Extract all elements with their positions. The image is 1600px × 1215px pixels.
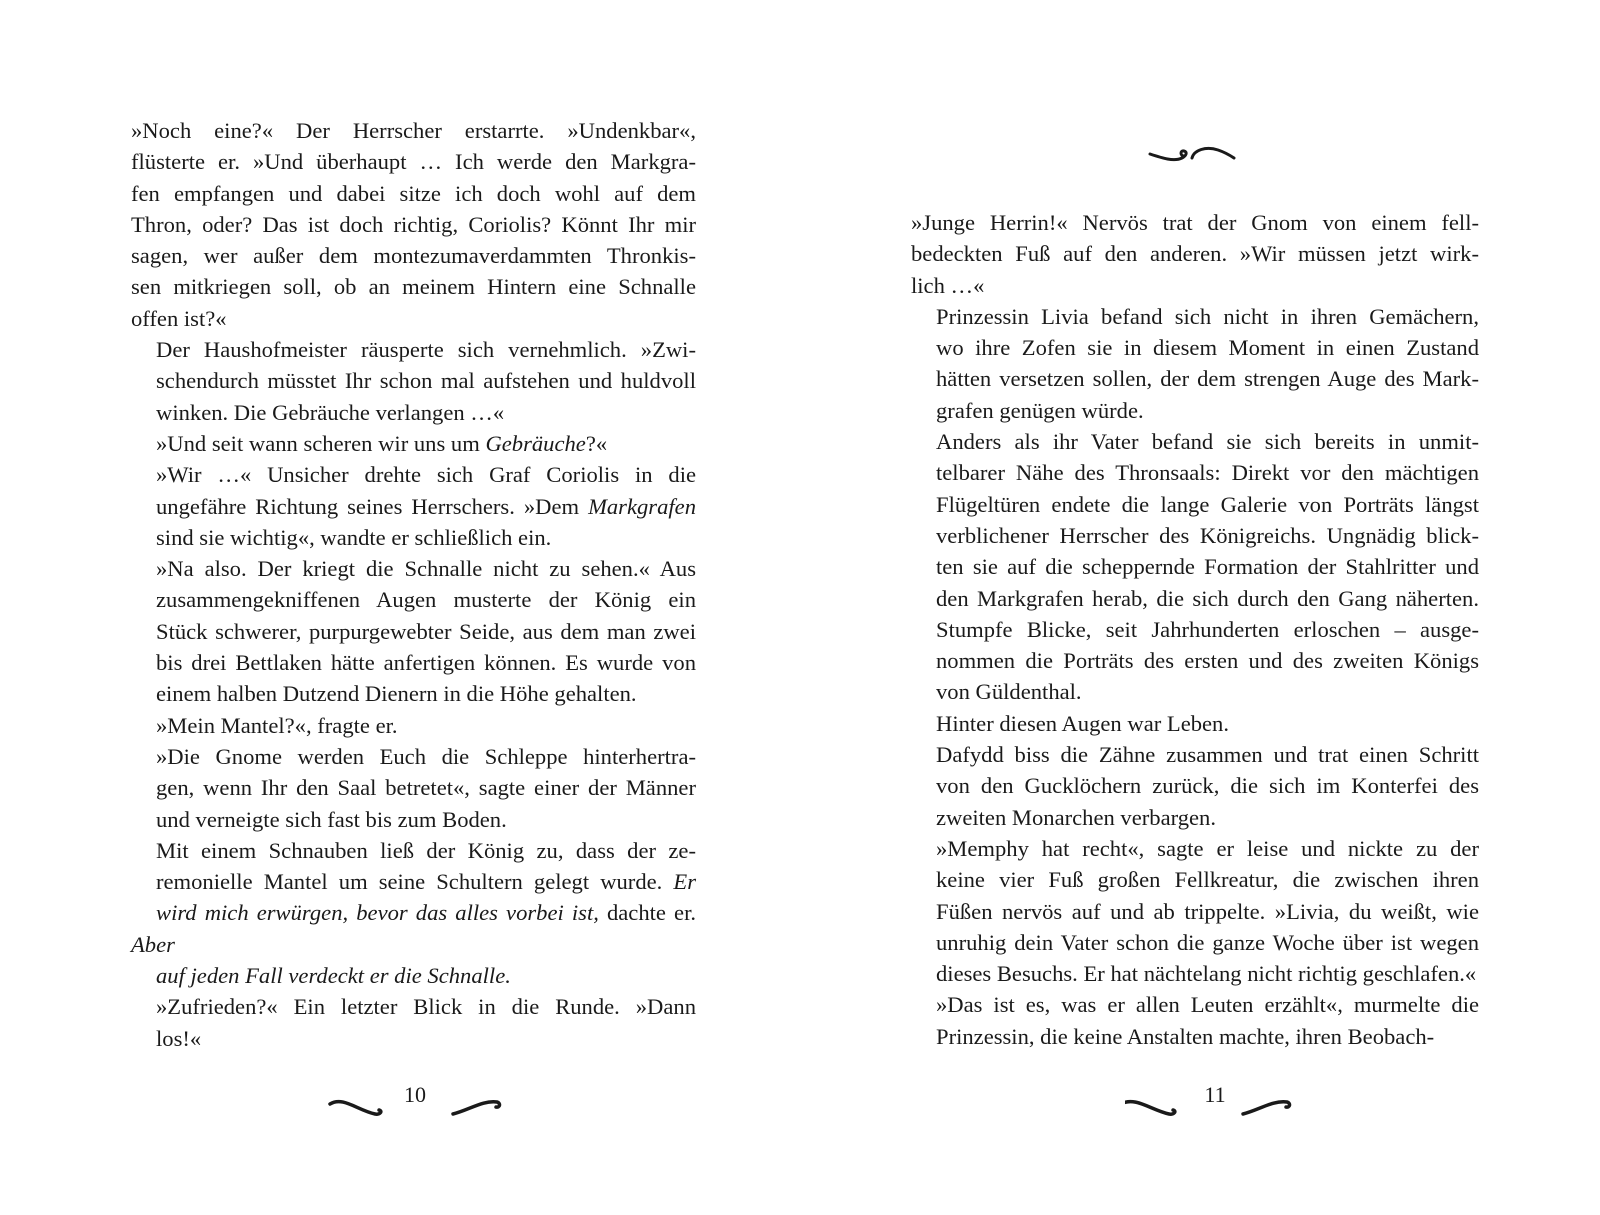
text-line xyxy=(131,271,696,302)
text-line xyxy=(911,958,1479,989)
text-line xyxy=(131,303,696,334)
line-text: unruhig dein Vater schon die ganze Woche über ist wegen xyxy=(936,929,1479,955)
line-text: dachte er. xyxy=(598,900,696,926)
line-text: nommen die Porträts des ersten und des zweiten Königs xyxy=(936,648,1479,674)
paragraph xyxy=(131,991,696,1054)
line-text: grafen genügen würde. xyxy=(936,397,1144,423)
paragraph xyxy=(911,301,1479,426)
line-text: Füßen nervös auf und ab trippelte. »Livia, du weißt, wie xyxy=(936,898,1479,924)
line-text: ungefähre Richtung seines Herrschers. »Dem xyxy=(156,493,589,519)
line-text: den Markgrafen herab, die sich durch den Gang näherten. xyxy=(936,585,1479,611)
line-text: »Noch eine?« Der Herrscher erstarrte. »Undenkbar«, xyxy=(131,118,696,143)
text-line xyxy=(131,804,696,835)
line-text: »Memphy hat recht«, sagte er leise und nickte zu der xyxy=(936,835,1479,861)
text-line xyxy=(911,583,1479,614)
text-line xyxy=(131,240,696,271)
text-line xyxy=(131,334,696,365)
line-text: »Die Gnome werden Euch die Schleppe hinterhertra- xyxy=(156,743,696,769)
line-text: remonielle Mantel um seine Schultern gelegt wurde. xyxy=(156,869,674,895)
text-line xyxy=(911,363,1479,394)
text-line xyxy=(131,178,696,209)
paragraph xyxy=(131,334,696,428)
line-text: sagen, wer außer dem montezumaverdammten Thronkis- xyxy=(131,243,696,269)
line-text: Thron, oder? Das ist doch richtig, Coriolis? Könnt Ihr mir xyxy=(131,211,696,237)
text-line xyxy=(131,710,696,741)
text-line xyxy=(911,989,1479,1020)
italic-text: Gebräuche xyxy=(485,430,586,456)
text-line xyxy=(911,614,1479,645)
line-text: keine vier Fuß großen Fellkreatur, die zwischen ihren xyxy=(936,867,1479,893)
line-text: Dafydd biss die Zähne zusammen und trat einen Schritt xyxy=(936,742,1479,768)
text-line xyxy=(131,647,696,678)
text-line xyxy=(911,551,1479,582)
text-line xyxy=(911,708,1479,739)
paragraph xyxy=(131,459,696,553)
text-line xyxy=(911,927,1479,958)
text-line xyxy=(131,616,696,647)
line-text: bis drei Bettlaken hätte anfertigen können. Es wurde von xyxy=(156,650,696,676)
text-line xyxy=(911,833,1479,864)
right-page xyxy=(800,0,1600,1215)
text-line xyxy=(131,960,696,991)
line-text: sind sie wichtig«, wandte er schließlich ein. xyxy=(156,524,552,550)
text-line xyxy=(131,146,696,177)
right-page-text xyxy=(911,207,1479,1052)
text-line xyxy=(131,897,696,960)
line-text: ?« xyxy=(585,430,608,456)
line-text: »Und seit wann scheren wir uns um xyxy=(156,430,486,456)
line-text: Flügeltüren endete die lange Galerie von Porträts längst xyxy=(936,491,1479,517)
text-line xyxy=(131,397,696,428)
line-text: zusammengekniffenen Augen musterte der König ein xyxy=(156,587,696,613)
line-text: wo ihre Zofen sie in diesem Moment in einen Zustand xyxy=(936,335,1479,361)
paragraph xyxy=(131,710,696,741)
line-text: »Junge Herrin!« Nervös trat der Gnom von einem fell- xyxy=(911,210,1479,235)
text-line xyxy=(911,207,1479,238)
line-text: zweiten Monarchen verbargen. xyxy=(936,804,1216,830)
line-text: bedeckten Fuß auf den anderen. »Wir müssen jetzt wirk- xyxy=(911,241,1479,267)
line-text: schendurch müsstet Ihr schon mal aufstehen und huldvoll xyxy=(156,368,696,394)
text-line xyxy=(131,459,696,490)
line-text: »Wir …« Unsicher drehte sich Graf Coriolis in die xyxy=(156,462,696,488)
text-line xyxy=(131,365,696,396)
paragraph xyxy=(131,741,696,835)
italic-text: Er xyxy=(673,869,696,895)
section-ornament-icon xyxy=(1148,142,1238,172)
text-line xyxy=(131,678,696,709)
line-text: fen empfangen und dabei sitze ich doch wohl auf dem xyxy=(131,180,696,206)
text-line xyxy=(131,772,696,803)
text-line xyxy=(911,739,1479,770)
line-text: von Güldenthal. xyxy=(936,679,1082,705)
text-line xyxy=(911,520,1479,551)
line-text: von den Gucklöchern zurück, die sich im Konterfei des xyxy=(936,773,1479,799)
left-folio xyxy=(325,1080,505,1140)
italic-text: auf jeden Fall verdeckt er die Schnalle. xyxy=(156,963,511,989)
text-line xyxy=(911,802,1479,833)
line-text: flüsterte er. »Und überhaupt … Ich werde den Markgra- xyxy=(131,149,696,175)
line-text: offen ist?« xyxy=(131,305,227,331)
page-number: 11 xyxy=(1204,1082,1226,1107)
line-text: »Na also. Der kriegt die Schnalle nicht zu sehen.« Aus xyxy=(156,556,696,582)
italic-text: Aber xyxy=(131,931,175,957)
text-line xyxy=(131,866,696,897)
line-text: einem halben Dutzend Dienern in die Höhe gehalten. xyxy=(156,681,637,707)
text-line xyxy=(911,676,1479,707)
text-line xyxy=(131,1023,696,1054)
text-line xyxy=(911,645,1479,676)
line-text: Mit einem Schnauben ließ der König zu, dass der ze- xyxy=(156,837,696,863)
paragraph xyxy=(911,708,1479,739)
line-text: »Zufrieden?« Ein letzter Blick in die Runde. »Dann xyxy=(156,994,696,1020)
paragraph xyxy=(911,833,1479,989)
right-folio xyxy=(1125,1080,1305,1140)
paragraph xyxy=(911,989,1479,1052)
left-page-text xyxy=(131,115,696,1054)
line-text: dieses Besuchs. Er hat nächtelang nicht richtig geschlafen.« xyxy=(936,961,1477,987)
text-line xyxy=(131,553,696,584)
line-text: verblichener Herrscher des Königreichs. Ungnädig blick- xyxy=(936,522,1479,548)
italic-text: wird mich erwürgen, bevor das alles vorbei ist, xyxy=(156,900,599,926)
text-line xyxy=(911,301,1479,332)
line-text: los!« xyxy=(156,1025,202,1051)
line-text: Prinzessin, die keine Anstalten machte, ihren Beobach- xyxy=(936,1023,1435,1049)
text-line xyxy=(131,428,696,459)
line-text: lich …« xyxy=(911,272,985,298)
line-text: Hinter diesen Augen war Leben. xyxy=(936,710,1229,736)
text-line xyxy=(911,864,1479,895)
line-text: »Mein Mantel?«, fragte er. xyxy=(156,712,398,738)
paragraph xyxy=(911,207,1479,301)
text-line xyxy=(911,395,1479,426)
text-line xyxy=(911,896,1479,927)
line-text: Prinzessin Livia befand sich nicht in ihren Gemächern, xyxy=(936,303,1479,329)
text-line xyxy=(131,584,696,615)
text-line xyxy=(131,491,696,522)
text-line xyxy=(911,238,1479,269)
page-number: 10 xyxy=(404,1082,426,1107)
line-text: hätten versetzen sollen, der dem strengen Auge des Mark- xyxy=(936,366,1479,392)
paragraph xyxy=(131,115,696,334)
line-text: und verneigte sich fast bis zum Boden. xyxy=(156,806,507,832)
text-line xyxy=(911,426,1479,457)
text-line xyxy=(131,741,696,772)
line-text: ten sie auf die scheppernde Formation der Stahlritter und xyxy=(936,554,1479,580)
text-line xyxy=(131,522,696,553)
line-text: gen, wenn Ihr den Saal betretet«, sagte einer der Männer xyxy=(156,775,696,801)
text-line xyxy=(911,270,1479,301)
italic-text: Markgrafen xyxy=(588,493,696,519)
paragraph xyxy=(911,739,1479,833)
line-text: Der Haushofmeister räusperte sich vernehmlich. »Zwi- xyxy=(156,337,696,363)
text-line xyxy=(911,770,1479,801)
line-text: telbarer Nähe des Thronsaals: Direkt vor den mächtigen xyxy=(936,460,1479,486)
text-line xyxy=(131,991,696,1022)
line-text: winken. Die Gebräuche verlangen …« xyxy=(156,399,505,425)
text-line xyxy=(911,489,1479,520)
line-text: Stück schwerer, purpurgewebter Seide, aus dem man zwei xyxy=(156,618,696,644)
line-text: sen mitkriegen soll, ob an meinem Hintern eine Schnalle xyxy=(131,274,696,300)
line-text: Stumpfe Blicke, seit Jahrhunderten erloschen – ausge- xyxy=(936,616,1479,642)
text-line xyxy=(911,332,1479,363)
paragraph xyxy=(911,426,1479,708)
text-line xyxy=(131,115,696,146)
text-line xyxy=(911,1021,1479,1052)
paragraph xyxy=(131,835,696,991)
text-line xyxy=(131,209,696,240)
paragraph xyxy=(131,553,696,709)
line-text: »Das ist es, was er allen Leuten erzählt«, murmelte die xyxy=(936,992,1479,1018)
line-text: Anders als ihr Vater befand sie sich bereits in unmit- xyxy=(936,429,1479,455)
paragraph xyxy=(131,428,696,459)
text-line xyxy=(131,835,696,866)
text-line xyxy=(911,457,1479,488)
